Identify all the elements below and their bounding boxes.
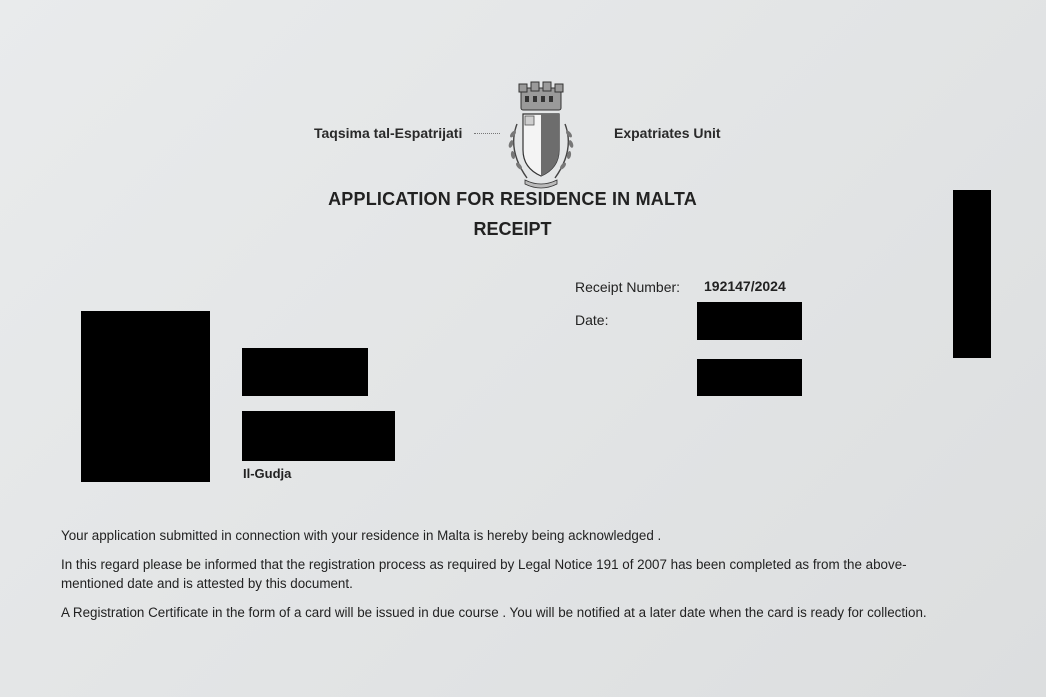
department-name-maltese: Taqsima tal-Espatrijati [314,125,463,141]
document-subtitle: RECEIPT [473,219,552,239]
body-paragraph-2: In this regard please be informed that the registration process as required by Legal Notice 191 of 2007 has been completed as from the above-mentioned date and is attested by this document. [61,557,907,591]
redacted-field [697,359,802,396]
body-paragraph-1: Your application submitted in connection with your residence in Malta is hereby being acknowledged . [61,528,662,543]
body-paragraph-3: A Registration Certificate in the form of a card will be issued in due course . You will be notified at a later date when the card is ready for collection. [61,605,927,620]
redacted-name [242,348,368,396]
redacted-margin-block [953,190,991,358]
receipt-number-label: Receipt Number: [575,279,681,295]
redacted-address [242,411,395,461]
receipt-number-value: 192147/2024 [704,278,786,294]
redacted-photo [81,311,210,482]
document-title: APPLICATION FOR RESIDENCE IN MALTA [328,189,697,209]
address-locality: Il-Gudja [243,466,292,481]
redacted-date [697,302,802,340]
department-name-english: Expatriates Unit [614,125,721,141]
malta-coat-of-arms-icon [497,80,585,192]
date-label: Date: [575,312,609,328]
